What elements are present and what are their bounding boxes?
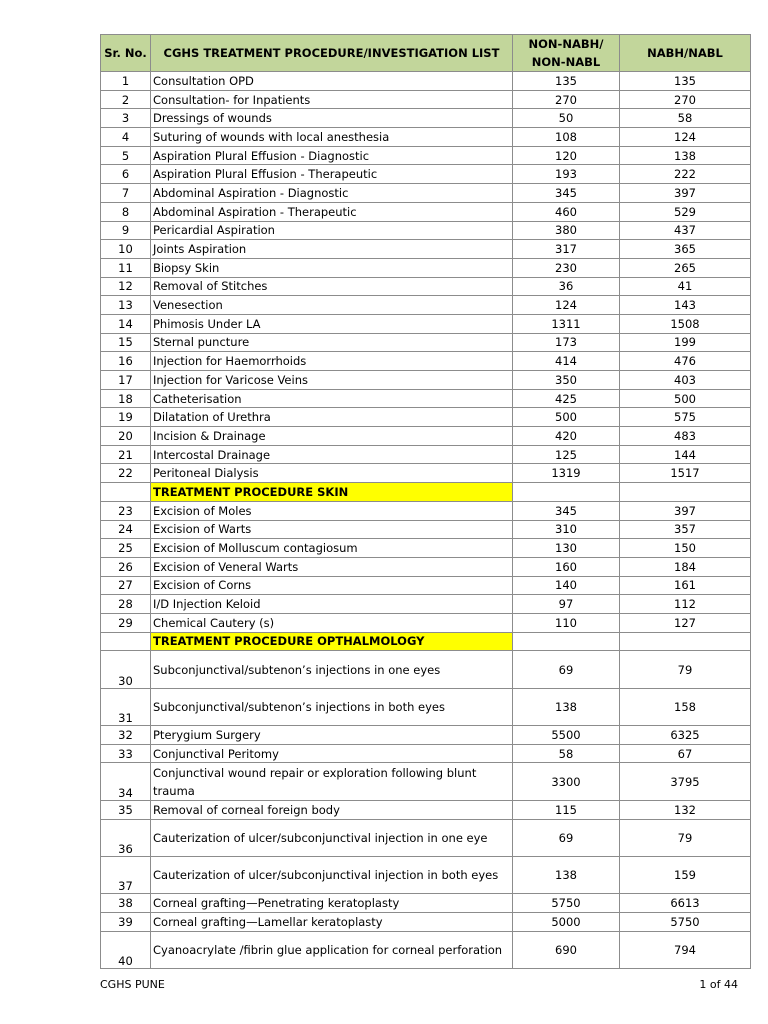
table-row [101,557,751,576]
table-row [101,800,751,819]
table-header-row [101,35,751,72]
nabh-rate-cell: 794 [620,931,751,968]
sr-no-cell: 38 [101,894,151,913]
sr-no-cell: 28 [101,595,151,614]
procedure-name-cell: Peritoneal Dialysis [151,464,513,483]
sr-no-cell: 1 [101,72,151,91]
procedure-name-cell: Catheterisation [151,389,513,408]
procedure-name-cell: Removal of corneal foreign body [151,800,513,819]
sr-no-cell: 21 [101,445,151,464]
table-row [101,763,751,800]
sr-no-cell: 2 [101,90,151,109]
procedure-name-cell: Injection for Haemorrhoids [151,352,513,371]
sr-no-cell: 34 [101,763,151,800]
nabh-rate-cell: 529 [620,202,751,221]
table-row [101,819,751,856]
non-nabh-rate-cell: 36 [513,277,620,296]
sr-no-cell: 30 [101,651,151,688]
non-nabh-rate-cell: 58 [513,744,620,763]
sr-no-cell: 32 [101,726,151,745]
table-row [101,221,751,240]
procedure-name-cell: Pericardial Aspiration [151,221,513,240]
nabh-rate-cell: 222 [620,165,751,184]
nabh-rate-cell: 357 [620,520,751,539]
procedure-name-cell: Removal of Stitches [151,277,513,296]
table-row [101,576,751,595]
procedure-name-cell: Cyanoacrylate /fibrin glue application for corneal perforation [151,931,513,968]
non-nabh-rate-cell: 120 [513,146,620,165]
non-nabh-rate-cell: 173 [513,333,620,352]
nabh-rate-cell: 184 [620,557,751,576]
page-number: 1 of 44 [699,978,738,991]
column-header-nabh: NABH/NABL [620,35,751,72]
table-row [101,277,751,296]
non-nabh-rate-cell: 5000 [513,913,620,932]
non-nabh-rate-cell: 124 [513,296,620,315]
table-row [101,464,751,483]
non-nabh-rate-cell: 420 [513,427,620,446]
non-nabh-rate-cell: 69 [513,819,620,856]
non-nabh-rate-cell: 69 [513,651,620,688]
procedure-name-cell: Biopsy Skin [151,258,513,277]
sr-no-cell: 20 [101,427,151,446]
sr-no-cell: 11 [101,258,151,277]
non-nabh-rate-cell: 193 [513,165,620,184]
table-row [101,240,751,259]
sr-no-cell: 40 [101,931,151,968]
table-row [101,427,751,446]
nabh-rate-cell: 143 [620,296,751,315]
sr-no-cell: 37 [101,856,151,893]
procedure-name-cell: Consultation- for Inpatients [151,90,513,109]
table-row [101,146,751,165]
sr-no-cell: 36 [101,819,151,856]
table-body [101,72,751,969]
nabh-rate-cell: 575 [620,408,751,427]
table-row [101,688,751,725]
procedure-name-cell: Cauterization of ulcer/subconjunctival injection in one eye [151,819,513,856]
sr-no-cell: 10 [101,240,151,259]
procedure-name-cell: Incision & Drainage [151,427,513,446]
procedure-name-cell: Abdominal Aspiration - Therapeutic [151,202,513,221]
section-header-row [101,483,751,502]
nabh-rate-cell: 79 [620,819,751,856]
non-nabh-rate-cell: 380 [513,221,620,240]
procedure-name-cell: Subconjunctival/subtenon’s injections in one eyes [151,651,513,688]
non-nabh-rate-cell: 500 [513,408,620,427]
non-nabh-rate-cell: 345 [513,184,620,203]
table-row [101,333,751,352]
procedure-name-cell: Injection for Varicose Veins [151,371,513,390]
non-nabh-rate-cell: 108 [513,128,620,147]
nabh-rate-cell: 1508 [620,314,751,333]
column-header-sr-no: Sr. No. [101,35,151,72]
nabh-rate-cell: 127 [620,613,751,632]
non-nabh-rate-cell: 5750 [513,894,620,913]
sr-no-cell: 26 [101,557,151,576]
procedure-name-cell: Venesection [151,296,513,315]
nabh-rate-cell: 476 [620,352,751,371]
table-row [101,109,751,128]
table-row [101,296,751,315]
nabh-rate-cell: 397 [620,184,751,203]
non-nabh-rate-cell: 138 [513,856,620,893]
sr-no-cell: 8 [101,202,151,221]
non-nabh-rate-cell: 140 [513,576,620,595]
procedure-name-cell: Dressings of wounds [151,109,513,128]
nabh-rate-cell: 132 [620,800,751,819]
section-empty-cell [620,632,751,651]
table-row [101,408,751,427]
section-empty-cell [620,483,751,502]
non-nabh-rate-cell: 115 [513,800,620,819]
section-empty-cell [513,483,620,502]
section-title: TREATMENT PROCEDURE SKIN [151,483,513,502]
non-nabh-rate-cell: 1311 [513,314,620,333]
table-row [101,90,751,109]
nabh-rate-cell: 79 [620,651,751,688]
table-row [101,371,751,390]
procedure-name-cell: Aspiration Plural Effusion - Therapeutic [151,165,513,184]
column-header-non-nabh: NON-NABH/ NON-NABL [513,35,620,72]
sr-no-cell: 14 [101,314,151,333]
nabh-rate-cell: 6325 [620,726,751,745]
table-row [101,184,751,203]
procedure-name-cell: Excision of Warts [151,520,513,539]
non-nabh-rate-cell: 130 [513,539,620,558]
sr-no-cell: 16 [101,352,151,371]
nabh-rate-cell: 124 [620,128,751,147]
procedure-name-cell: Sternal puncture [151,333,513,352]
non-nabh-rate-cell: 350 [513,371,620,390]
procedure-name-cell: Pterygium Surgery [151,726,513,745]
nabh-rate-cell: 3795 [620,763,751,800]
nabh-rate-cell: 138 [620,146,751,165]
procedure-name-cell: Conjunctival Peritomy [151,744,513,763]
procedure-name-cell: Abdominal Aspiration - Diagnostic [151,184,513,203]
sr-no-cell: 12 [101,277,151,296]
nabh-rate-cell: 1517 [620,464,751,483]
table-row [101,894,751,913]
sr-no-cell: 39 [101,913,151,932]
non-nabh-rate-cell: 414 [513,352,620,371]
procedure-name-cell: Aspiration Plural Effusion - Diagnostic [151,146,513,165]
non-nabh-rate-cell: 138 [513,688,620,725]
nabh-rate-cell: 150 [620,539,751,558]
procedure-name-cell: Cauterization of ulcer/subconjunctival injection in both eyes [151,856,513,893]
sr-no-cell: 13 [101,296,151,315]
non-nabh-rate-cell: 125 [513,445,620,464]
nabh-rate-cell: 265 [620,258,751,277]
nabh-rate-cell: 144 [620,445,751,464]
sr-no-cell: 3 [101,109,151,128]
sr-no-cell: 29 [101,613,151,632]
table-row [101,613,751,632]
non-nabh-rate-cell: 135 [513,72,620,91]
sr-no-cell: 18 [101,389,151,408]
sr-no-cell: 25 [101,539,151,558]
procedure-name-cell: Conjunctival wound repair or exploration following blunt trauma [151,763,513,800]
table-row [101,595,751,614]
table-row [101,352,751,371]
procedure-name-cell: Suturing of wounds with local anesthesia [151,128,513,147]
non-nabh-rate-cell: 425 [513,389,620,408]
sr-no-cell: 31 [101,688,151,725]
procedure-name-cell: Excision of Molluscum contagiosum [151,539,513,558]
procedure-name-cell: Corneal grafting—Penetrating keratoplasty [151,894,513,913]
sr-no-cell: 22 [101,464,151,483]
table-row [101,744,751,763]
table-row [101,72,751,91]
sr-no-cell: 19 [101,408,151,427]
section-empty-cell [101,632,151,651]
non-nabh-rate-cell: 690 [513,931,620,968]
non-nabh-rate-cell: 460 [513,202,620,221]
nabh-rate-cell: 67 [620,744,751,763]
column-header-procedure: CGHS TREATMENT PROCEDURE/INVESTIGATION LIST [151,35,513,72]
nabh-rate-cell: 483 [620,427,751,446]
non-nabh-rate-cell: 3300 [513,763,620,800]
non-nabh-rate-cell: 270 [513,90,620,109]
nabh-rate-cell: 161 [620,576,751,595]
table-row [101,389,751,408]
procedure-name-cell: Joints Aspiration [151,240,513,259]
nabh-rate-cell: 365 [620,240,751,259]
non-nabh-rate-cell: 230 [513,258,620,277]
sr-no-cell: 17 [101,371,151,390]
procedure-name-cell: Intercostal Drainage [151,445,513,464]
sr-no-cell: 4 [101,128,151,147]
sr-no-cell: 24 [101,520,151,539]
nabh-rate-cell: 6613 [620,894,751,913]
table-row [101,314,751,333]
non-nabh-rate-cell: 50 [513,109,620,128]
nabh-rate-cell: 270 [620,90,751,109]
non-nabh-rate-cell: 5500 [513,726,620,745]
nabh-rate-cell: 403 [620,371,751,390]
table-row [101,202,751,221]
non-nabh-rate-cell: 1319 [513,464,620,483]
sr-no-cell: 23 [101,501,151,520]
non-nabh-rate-cell: 160 [513,557,620,576]
table-row [101,539,751,558]
procedure-name-cell: Excision of Corns [151,576,513,595]
nabh-rate-cell: 41 [620,277,751,296]
sr-no-cell: 33 [101,744,151,763]
procedure-name-cell: I/D Injection Keloid [151,595,513,614]
nabh-rate-cell: 58 [620,109,751,128]
sr-no-cell: 35 [101,800,151,819]
section-title: TREATMENT PROCEDURE OPTHALMOLOGY [151,632,513,651]
procedure-name-cell: Phimosis Under LA [151,314,513,333]
procedure-name-cell: Chemical Cautery (s) [151,613,513,632]
nabh-rate-cell: 5750 [620,913,751,932]
non-nabh-rate-cell: 310 [513,520,620,539]
non-nabh-rate-cell: 110 [513,613,620,632]
nabh-rate-cell: 397 [620,501,751,520]
nabh-rate-cell: 500 [620,389,751,408]
section-empty-cell [101,483,151,502]
procedure-table [100,34,751,969]
table-row [101,501,751,520]
table-row [101,445,751,464]
sr-no-cell: 15 [101,333,151,352]
nabh-rate-cell: 135 [620,72,751,91]
table-row [101,913,751,932]
sr-no-cell: 27 [101,576,151,595]
nabh-rate-cell: 112 [620,595,751,614]
section-header-row [101,632,751,651]
procedure-name-cell: Subconjunctival/subtenon’s injections in both eyes [151,688,513,725]
non-nabh-rate-cell: 97 [513,595,620,614]
nabh-rate-cell: 158 [620,688,751,725]
sr-no-cell: 5 [101,146,151,165]
procedure-name-cell: Dilatation of Urethra [151,408,513,427]
table-row [101,520,751,539]
sr-no-cell: 7 [101,184,151,203]
sr-no-cell: 6 [101,165,151,184]
table-row [101,165,751,184]
procedure-name-cell: Corneal grafting—Lamellar keratoplasty [151,913,513,932]
nabh-rate-cell: 199 [620,333,751,352]
procedure-name-cell: Consultation OPD [151,72,513,91]
table-row [101,651,751,688]
procedure-name-cell: Excision of Moles [151,501,513,520]
table-row [101,726,751,745]
non-nabh-rate-cell: 345 [513,501,620,520]
table-row [101,856,751,893]
non-nabh-rate-cell: 317 [513,240,620,259]
sr-no-cell: 9 [101,221,151,240]
nabh-rate-cell: 437 [620,221,751,240]
procedure-name-cell: Excision of Veneral Warts [151,557,513,576]
table-row [101,128,751,147]
section-empty-cell [513,632,620,651]
table-row [101,931,751,968]
nabh-rate-cell: 159 [620,856,751,893]
footer-left-text: CGHS PUNE [100,978,165,991]
table-row [101,258,751,277]
